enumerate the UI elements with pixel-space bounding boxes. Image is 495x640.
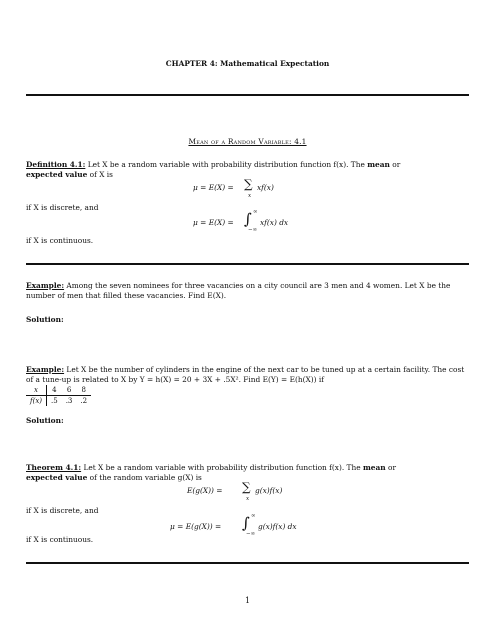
table-cell: .5 [51,397,58,405]
page-number: 1 [244,596,251,605]
theorem-text-b: or [385,463,396,472]
theorem-if-continuous: if X is continuous. [26,535,94,544]
definition-eq1-rhs: xf(x) [257,183,274,192]
example1-paragraph [26,281,469,300]
theorem-term-mean: mean [362,463,386,472]
table-cell: .2 [80,397,88,405]
top-rule [26,94,469,96]
definition-eq2-lhs: μ = E(X) = [193,218,234,227]
example2-solution: Solution: [26,416,64,425]
definition-if-continuous: if X is continuous. [26,236,94,245]
table-row-label-fx: f(x) [26,396,47,407]
example1-solution: Solution: [26,315,64,324]
section-title: Mean of a Random Variable: 4.1 [188,137,307,146]
theorem-eq2-rhs: g(x)f(x) dx [258,522,297,531]
definition-label: Definition 4.1: [26,160,86,169]
theorem-eq2-lhs: μ = E(g(X)) = [170,522,222,531]
table-row [26,396,91,407]
definition-eq2-upper: ∞ [253,209,258,215]
definition-term-mean: mean [367,160,390,169]
example2-label: Example: [26,365,65,374]
table-row-label-x: x [26,385,47,396]
theorem-eq1-sub: x [246,496,250,502]
definition-text-a: Let X be a random variable with probability distribution function f(x). The [85,160,368,169]
example2-text: Let X be the number of cylinders in the engine of the next car to be tuned up at a certain facility. The cost of a tune-up is related to X by Y = h(X) = 20 + 3X + .5X². Find E(Y) = E(h(X)) if [26,365,465,384]
theorem-eq2-integral: ∫ [242,514,250,532]
theorem-eq2-lower: −∞ [246,531,256,537]
theorem-if-discrete: if X is discrete, and [26,506,99,515]
definition-text-c: of X is [87,169,113,179]
table-cell: 6 [62,385,77,396]
theorem-text-a: Let X be a random variable with probability distribution function f(x). The [81,463,363,472]
definition-eq2-integral: ∫ [244,210,252,228]
theorem-eq1-sum: ∑ [242,480,251,494]
definition-eq2-rhs: xf(x) dx [260,218,289,227]
definition-term-expected-value: expected value [26,169,88,179]
theorem-text-c: of the random variable g(X) is [87,472,202,482]
middle-rule [26,263,469,265]
definition-text-b: or [389,160,401,169]
example1-text: Among the seven nominees for three vacancies on a city council are 3 men and 4 women. Let X be the number of men that filled these vacancies. Find E(X). [26,281,451,300]
definition-eq1-sum: ∑ [244,177,253,191]
table-cell: .3 [65,397,73,405]
definition-if-discrete: if X is discrete, and [26,203,99,212]
definition-eq1-lhs: μ = E(X) = [193,183,234,192]
example2-paragraph [26,365,469,384]
table-cell: 4 [47,385,62,396]
chapter-title: CHAPTER 4: Mathematical Expectation [165,59,330,68]
example1-label: Example: [26,281,65,290]
theorem-label: Theorem 4.1: [26,463,82,472]
definition-eq1-sub: x [248,193,252,199]
theorem-term-expected-value: expected value [26,472,88,482]
probability-table [26,385,91,406]
theorem-eq1-lhs: E(g(X)) = [187,486,223,495]
table-row [26,385,91,396]
table-cell: 8 [76,385,91,396]
bottom-rule [26,562,469,564]
theorem-eq2-upper: ∞ [251,513,256,519]
definition-eq2-lower: −∞ [248,227,258,233]
theorem-eq1-rhs: g(x)f(x) [255,486,283,495]
